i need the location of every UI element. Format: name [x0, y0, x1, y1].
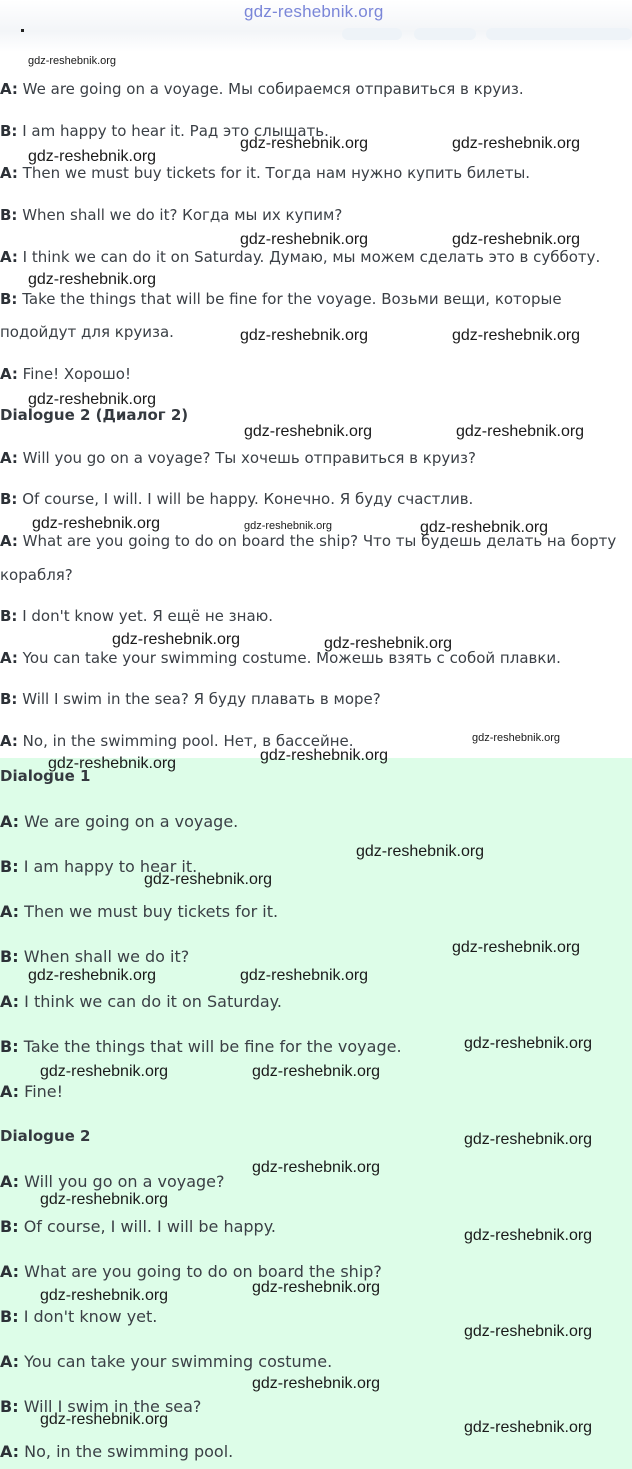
watermark-text: gdz-reshebnik.org — [420, 519, 549, 536]
dialogue-line: B: I am happy to hear it. Рад это слышать. — [0, 122, 329, 140]
dialogue-line: B: When shall we do it? Когда мы их купим? — [0, 206, 343, 224]
watermark-text: gdz-reshebnik.org — [260, 747, 389, 764]
dialogue-line: подойдут для круиза. — [0, 323, 174, 341]
watermark-text: gdz-reshebnik.org — [456, 423, 585, 440]
watermark-text: gdz-reshebnik.org — [240, 967, 369, 984]
watermark-text: gdz-reshebnik.org — [32, 515, 161, 532]
dialogue-line: A: I think we can do it on Saturday. — [0, 992, 282, 1011]
watermark-text: gdz-reshebnik.org — [252, 1279, 381, 1296]
dialogue-line: A: Then we must buy tickets for it. Тогда нам нужно купить билеты. — [0, 164, 531, 182]
watermark-text: gdz-reshebnik.org — [252, 1159, 381, 1176]
watermark-text: gdz-reshebnik.org — [472, 732, 561, 744]
dialogue-line: B: Of course, I will. I will be happy. — [0, 1217, 276, 1236]
dialogue-line: B: Take the things that will be fine for the voyage. — [0, 1037, 402, 1056]
dialogue-line: B: Of course, I will. I will be happy. Конечно. Я буду счастлив. — [0, 490, 474, 508]
dialogue-line: A: We are going on a voyage. — [0, 812, 239, 831]
watermark-text: gdz-reshebnik.org — [240, 135, 369, 152]
watermark-text: gdz-reshebnik.org — [252, 1375, 381, 1392]
watermark-text: gdz-reshebnik.org — [464, 1323, 593, 1340]
watermark-text: gdz-reshebnik.org — [464, 1419, 593, 1436]
watermark-text: gdz-reshebnik.org — [40, 1063, 169, 1080]
dialogue-line: корабля? — [0, 566, 73, 584]
dialogue-2-heading: Dialogue 2 — [0, 1127, 91, 1145]
watermark-text: gdz-reshebnik.org — [240, 231, 369, 248]
dialogue-1-heading: Dialogue 1 — [0, 767, 91, 785]
watermark-text: gdz-reshebnik.org — [452, 135, 581, 152]
watermark-text: gdz-reshebnik.org — [28, 55, 117, 67]
dialogue-line: A: Will you go on a voyage? Ты хочешь отправиться в круиз? — [0, 449, 476, 467]
watermark-text: gdz-reshebnik.org — [40, 1411, 169, 1428]
dialogue-line: B: When shall we do it? — [0, 947, 190, 966]
dialogue-line: A: No, in the swimming pool. — [0, 1442, 234, 1461]
watermark-text: gdz-reshebnik.org — [48, 755, 177, 772]
watermark-text: gdz-reshebnik.org — [28, 148, 157, 165]
dialogue-line: A: I think we can do it on Saturday. Думаю, мы можем сделать это в субботу. — [0, 248, 601, 266]
watermark-text: gdz-reshebnik.org — [244, 520, 333, 532]
watermark-text: gdz-reshebnik.org — [324, 635, 453, 652]
watermark-text: gdz-reshebnik.org — [40, 1287, 169, 1304]
dialogue-line: A: No, in the swimming pool. Нет, в бассейне. — [0, 732, 354, 750]
dialogue-line: B: I don't know yet. Я ещё не знаю. — [0, 607, 274, 625]
watermark-text: gdz-reshebnik.org — [452, 327, 581, 344]
dialogue-line: B: Take the things that will be fine for the voyage. Возьми вещи, которые — [0, 290, 562, 308]
dialogue-line: A: Will you go on a voyage? — [0, 1172, 225, 1191]
nav-pill[interactable] — [342, 28, 402, 40]
watermark-text: gdz-reshebnik.org — [144, 871, 273, 888]
watermark-text: gdz-reshebnik.org — [40, 1191, 169, 1208]
watermark-text: gdz-reshebnik.org — [244, 423, 373, 440]
dialogue-line: A: What are you going to do on board the ship? — [0, 1262, 382, 1281]
watermark-text: gdz-reshebnik.org — [28, 391, 157, 408]
watermark-text: gdz-reshebnik.org — [452, 231, 581, 248]
bullet-dot — [21, 29, 24, 32]
dialogue-line: B: I don't know yet. — [0, 1307, 158, 1326]
dialogue-line: A: You can take your swimming costume. — [0, 1352, 333, 1371]
nav-pill[interactable] — [486, 28, 632, 40]
dialogue-line: A: Fine! — [0, 1082, 64, 1101]
dialogue-line: A: Fine! Хорошо! — [0, 365, 131, 383]
watermark-text: gdz-reshebnik.org — [28, 271, 157, 288]
site-header-link[interactable]: gdz-reshebnik.org — [244, 2, 384, 21]
watermark-text: gdz-reshebnik.org — [464, 1131, 593, 1148]
dialogue-line: B: Will I swim in the sea? — [0, 1397, 202, 1416]
watermark-text: gdz-reshebnik.org — [464, 1035, 593, 1052]
watermark-text: gdz-reshebnik.org — [240, 327, 369, 344]
dialogue-2-translated-heading: Dialogue 2 (Диалог 2) — [0, 406, 189, 424]
dialogue-line: A: We are going on a voyage. Мы собираемся отправиться в круиз. — [0, 80, 524, 98]
dialogue-line: A: You can take your swimming costume. Можешь взять с собой плавки. — [0, 649, 561, 667]
watermark-text: gdz-reshebnik.org — [464, 1227, 593, 1244]
watermark-text: gdz-reshebnik.org — [112, 631, 241, 648]
nav-pill[interactable] — [414, 28, 476, 40]
watermark-text: gdz-reshebnik.org — [252, 1063, 381, 1080]
watermark-text: gdz-reshebnik.org — [452, 939, 581, 956]
watermark-text: gdz-reshebnik.org — [356, 843, 485, 860]
dialogue-line: A: Then we must buy tickets for it. — [0, 902, 279, 921]
watermark-text: gdz-reshebnik.org — [28, 967, 157, 984]
dialogue-line: B: Will I swim in the sea? Я буду плавать в море? — [0, 690, 381, 708]
dialogue-line: B: I am happy to hear it. — [0, 857, 198, 876]
dialogue-line: A: What are you going to do on board the ship? Что ты будешь делать на борту — [0, 532, 617, 550]
